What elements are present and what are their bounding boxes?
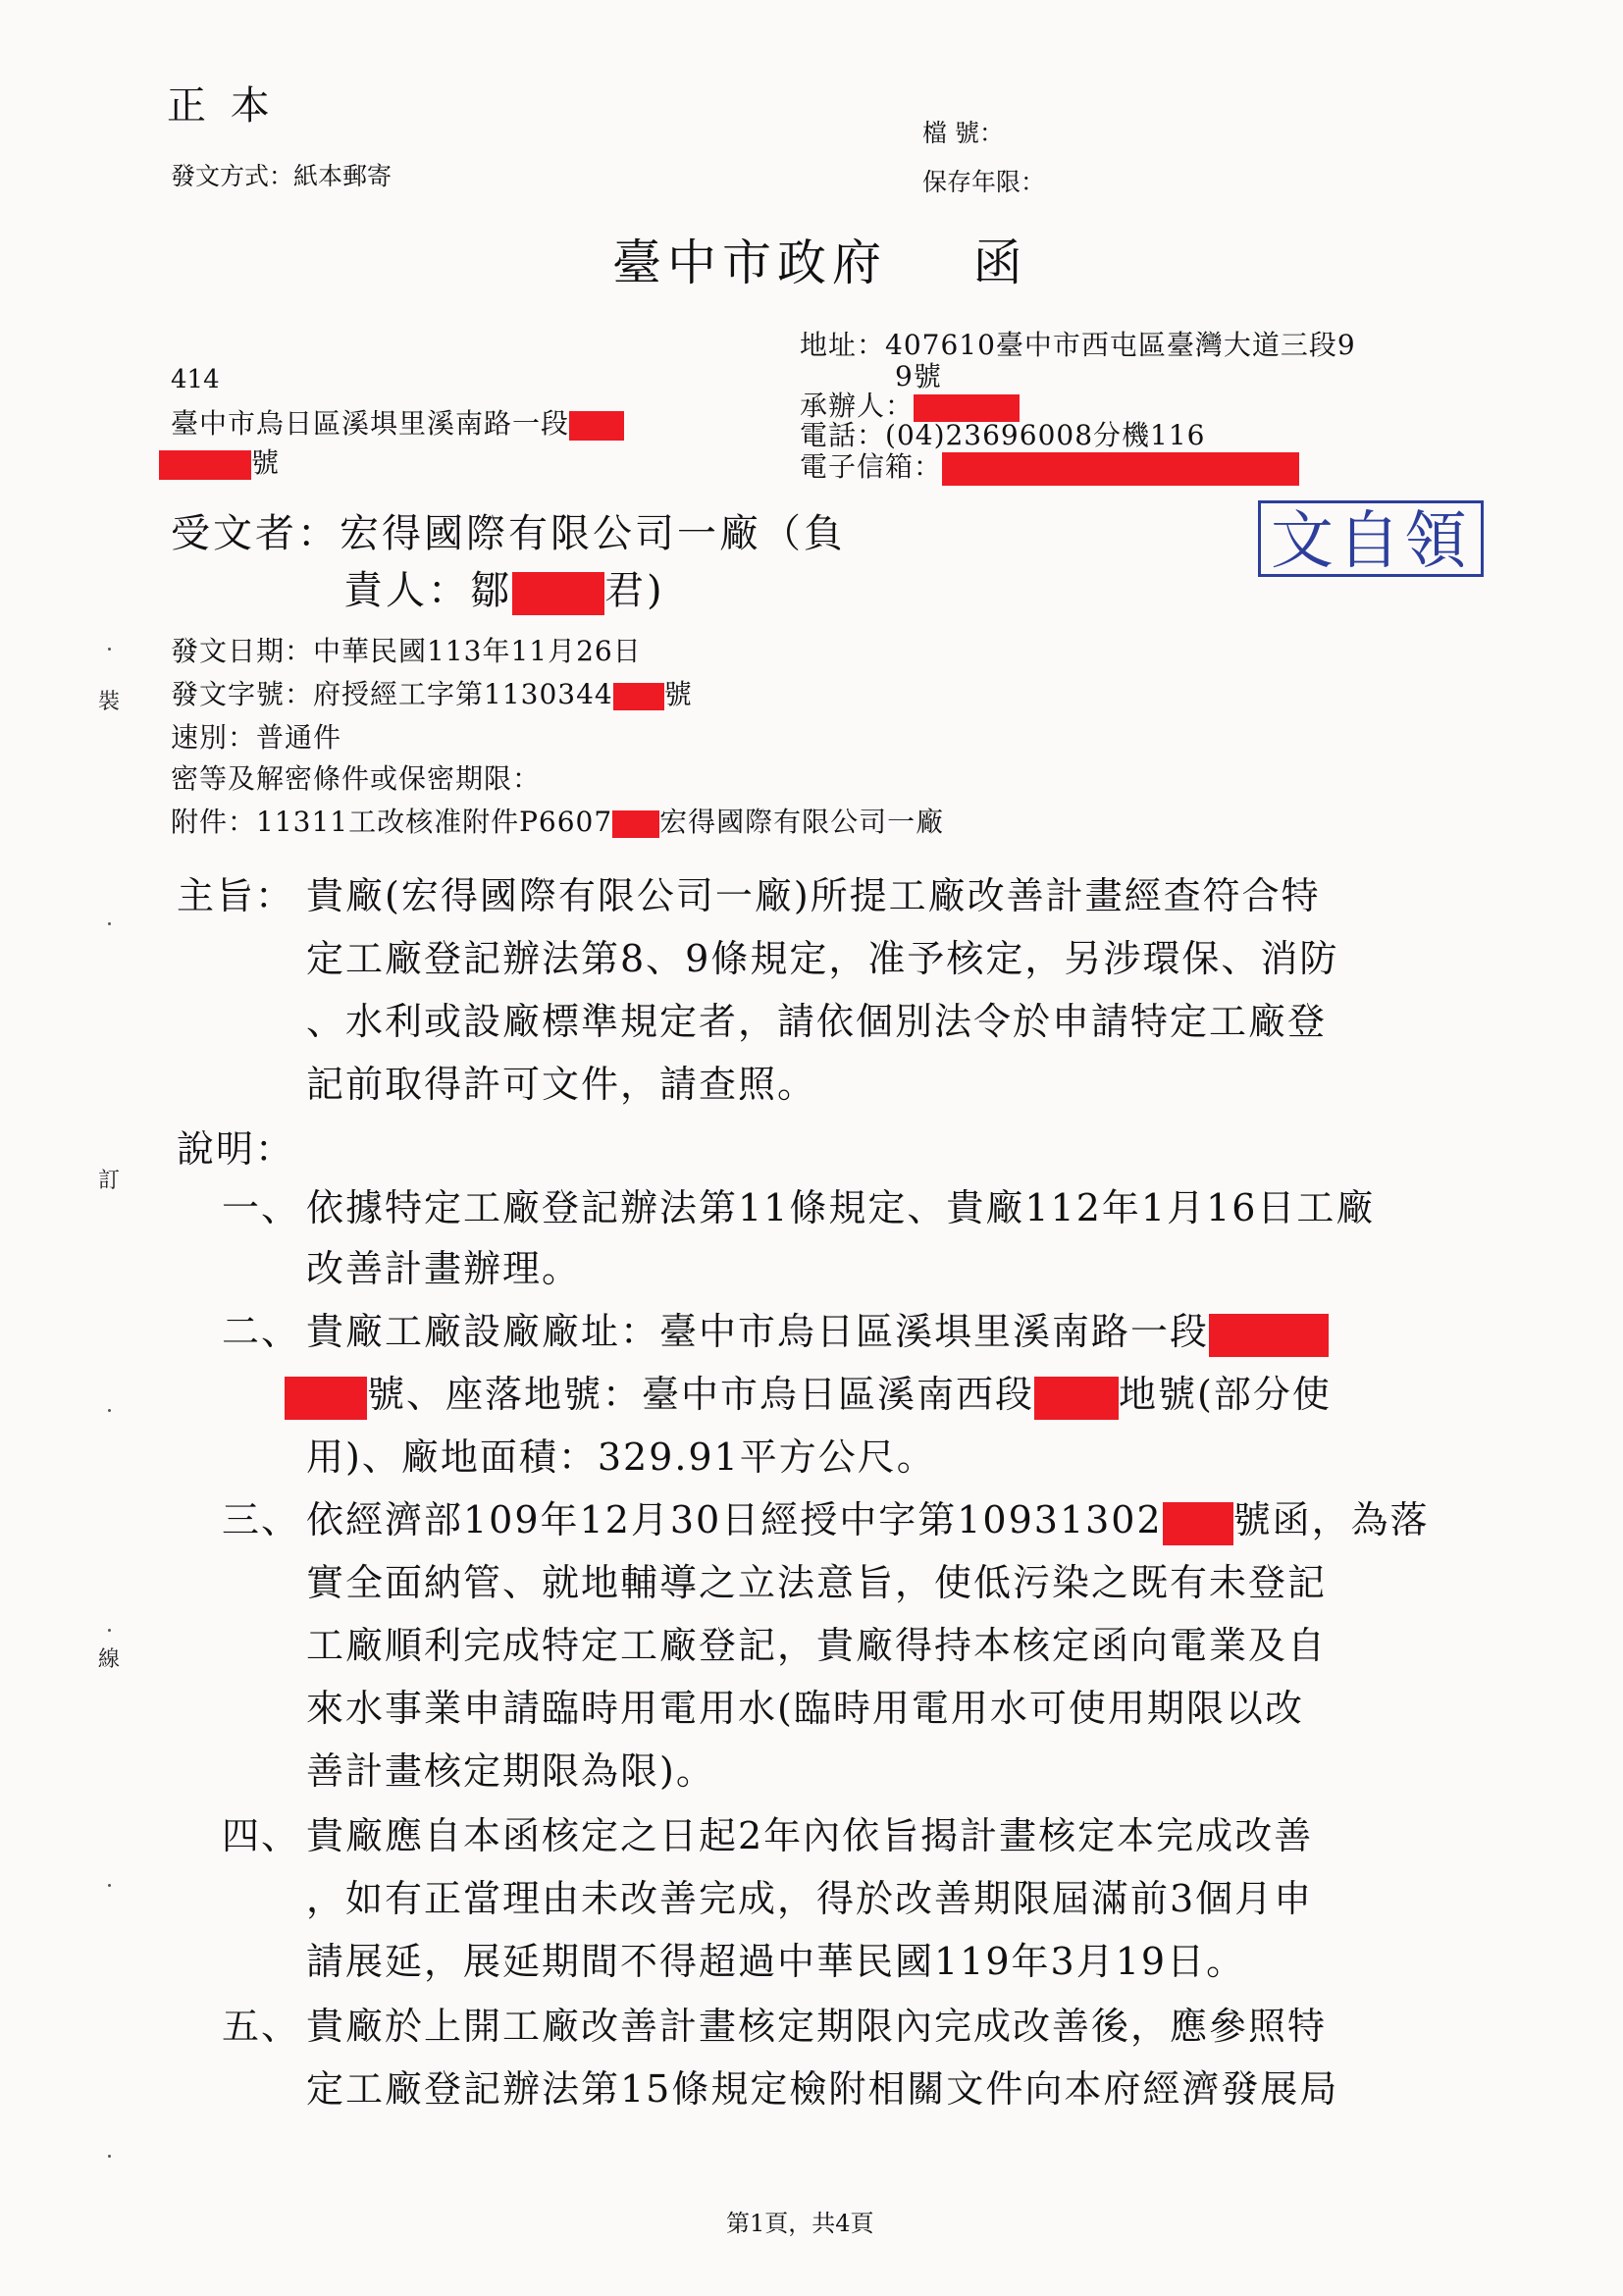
redaction-address-2	[159, 450, 251, 480]
item-3-line-4: 來水事業申請臨時用電用水(臨時用電用水可使用期限以改	[306, 1687, 1304, 1730]
item-2-line-3: 用)、廠地面積：329.91平方公尺。	[306, 1435, 936, 1479]
item-5-number: 五、	[222, 2005, 301, 2048]
stamp-char-3: 領	[1404, 505, 1471, 578]
issue-date: 發文日期：中華民國113年11月26日	[171, 635, 642, 667]
redaction-email	[942, 452, 1299, 486]
recipient-address-text: 臺中市烏日區溪埧里溪南路一段	[171, 407, 570, 440]
item-4-line-1: 貴廠應自本函核定之日起2年內依旨揭計畫核定本完成改善	[306, 1814, 1314, 1857]
item-1-line-2: 改善計畫辦理。	[306, 1247, 582, 1290]
item-4-line-2: ，如有正當理由未改善完成，得於改善期限屆滿前3個月申	[306, 1877, 1314, 1920]
binding-dot	[108, 648, 111, 651]
phone-label: 電話：	[800, 419, 886, 451]
document-title: 臺中市政府 函	[612, 235, 1028, 291]
copy-type: 正 本	[167, 83, 276, 129]
item-3-line-2: 實全面納管、就地輔導之立法意旨，使低污染之既有未登記	[306, 1561, 1328, 1604]
redaction-attachment	[612, 810, 659, 838]
retention-label: 保存年限：	[922, 168, 1046, 196]
address-line1: 407610臺中市西屯區臺灣大道三段9	[885, 329, 1356, 361]
attachment	[171, 801, 944, 840]
subject-line-1: 貴廠(宏得國際有限公司一廠)所提工廠改善計畫經查符合特	[306, 874, 1321, 917]
reference-number	[171, 673, 693, 712]
recipient-zip: 414	[171, 365, 220, 394]
item-3-number: 三、	[222, 1498, 301, 1541]
addressee-label: 受文者：	[171, 511, 340, 556]
addressee-line2-prefix: 責人：鄒	[343, 568, 512, 613]
subject-line-4: 記前取得許可文件，請查照。	[306, 1063, 817, 1106]
recipient-address-line1	[171, 402, 624, 442]
binding-dot	[108, 1629, 111, 1632]
binding-dot	[108, 2155, 111, 2158]
binding-mark-line: 線	[98, 1647, 121, 1672]
sender-address	[800, 324, 1356, 363]
address-line2: 9號	[895, 360, 942, 392]
item-3-line-1-text-b: 號函，為落	[1232, 1498, 1430, 1541]
addressee-line1	[171, 502, 846, 558]
item-2-line-2-text-a: 號、座落地號：臺中市烏日區溪南西段	[367, 1373, 1035, 1416]
speed-category: 速別：普通件	[171, 721, 342, 754]
redaction-factory-number	[285, 1377, 367, 1420]
contact-label: 承辦人：	[800, 390, 915, 422]
redaction-factory-address	[1209, 1314, 1329, 1357]
email-label: 電子信箱：	[800, 450, 943, 483]
subject-label: 主旨：	[177, 874, 295, 917]
item-3-line-1	[306, 1489, 1430, 1545]
redaction-address-1	[569, 411, 624, 441]
binding-dot	[108, 1884, 111, 1887]
addressee-line2-suffix: 君)	[604, 568, 665, 613]
recipient-address-line2	[159, 442, 280, 481]
delivery-method: 發文方式：紙本郵寄	[171, 162, 393, 190]
address-label: 地址：	[800, 329, 886, 361]
item-4-line-3: 請展延，展延期間不得超過中華民國119年3月19日。	[306, 1940, 1246, 1983]
phone-value: (04)23696008分機116	[885, 419, 1206, 451]
item-3-line-5: 善計畫核定期限為限)。	[306, 1749, 715, 1793]
reference-suffix: 號	[663, 678, 693, 710]
item-2-number: 二、	[222, 1310, 301, 1353]
item-2-line-1	[306, 1301, 1329, 1357]
binding-dot	[108, 1409, 111, 1412]
binding-mark-staple: 訂	[98, 1169, 121, 1193]
confidentiality: 密等及解密條件或保密期限：	[171, 762, 542, 795]
explanation-label: 說明：	[177, 1127, 295, 1171]
item-5-line-1: 貴廠於上開工廠改善計畫核定期限內完成改善後，應參照特	[306, 2005, 1328, 2048]
addressee-name: 宏得國際有限公司一廠（負	[340, 511, 846, 556]
self-pickup-stamp	[1258, 500, 1484, 577]
attachment-suffix: 宏得國際有限公司一廠	[659, 806, 945, 838]
subject-line-3: 、水利或設廠標準規定者，請依個別法令於申請特定工廠登	[306, 1000, 1328, 1043]
item-1-line-1: 依據特定工廠登記辦法第11條規定、貴廠112年1月16日工廠	[306, 1186, 1376, 1229]
subject-line-2: 定工廠登記辦法第8、9條規定，准予核定，另涉環保、消防	[306, 937, 1339, 980]
reference-prefix: 發文字號：府授經工字第1130344	[171, 678, 613, 710]
item-3-line-3: 工廠順利完成特定工廠登記，貴廠得持本核定函向電業及自	[306, 1624, 1328, 1667]
recipient-address-suffix: 號	[251, 446, 281, 479]
item-2-line-2-text-b: 地號(部分使	[1119, 1373, 1332, 1416]
attachment-prefix: 附件：11311工改核准附件P6607	[171, 806, 613, 838]
redaction-land-number	[1034, 1377, 1119, 1420]
email	[800, 445, 1299, 486]
item-5-line-2: 定工廠登記辦法第15條規定檢附相關文件向本府經濟發展局	[306, 2067, 1339, 2111]
binding-dot	[108, 922, 111, 925]
binding-mark-bind: 裝	[98, 690, 121, 714]
redaction-responsible	[512, 572, 604, 615]
redaction-ministry-ref	[1163, 1502, 1233, 1545]
redaction-reference	[613, 683, 664, 710]
stamp-char-2: 自	[1337, 505, 1404, 578]
item-3-line-1-text-a: 依經濟部109年12月30日經授中字第10931302	[306, 1498, 1163, 1541]
file-no-label: 檔 號：	[922, 119, 1004, 147]
item-4-number: 四、	[222, 1814, 301, 1857]
item-2-line-1-text: 貴廠工廠設廠廠址：臺中市烏日區溪埧里溪南路一段	[306, 1310, 1210, 1353]
item-1-number: 一、	[222, 1186, 301, 1229]
item-2-line-2	[285, 1364, 1332, 1420]
page-info: 第1頁，共4頁	[726, 2210, 874, 2237]
stamp-char-1: 文	[1271, 505, 1337, 578]
addressee-line2	[343, 559, 665, 615]
